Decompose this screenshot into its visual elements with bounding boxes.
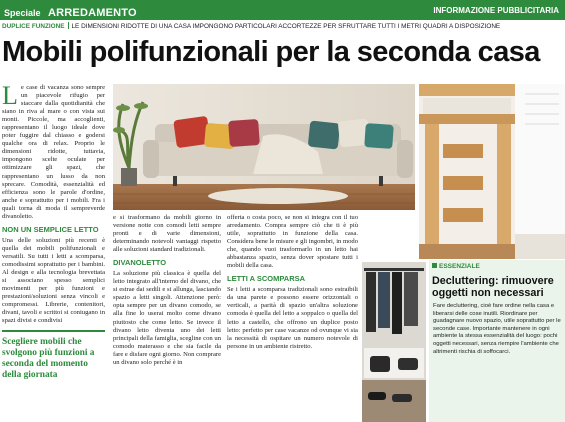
kicker — [2, 22, 562, 32]
drop-cap: L — [2, 84, 18, 110]
article-paragraph-intro: e case di vacanza sono sempre un piacevole rifugio per staccare dalla quotidianità che siano in riva al mare o con vista sui monti. Piccole, ma accoglienti, rappresentano il luogo ideale dove poter fuggire dal chiasso e godersi qualche ora di relax. Proprio le dimensioni ridotte, tuttavia, impongono scelte oculate per ottimizzare gli spazi, che rappresentano un lusso da non sprecare. Comodità, essenzialità ed efficienza sono le parole d'ordine, anche e soprattutto per i mobili. Fra i quali torna di moda il sempreverde divanoletto. — [2, 84, 105, 220]
speciale-label: Speciale — [4, 8, 41, 18]
sidebar-text: Fare decluttering, cioè fare ordine nella casa e liberarsi delle cose inutili. Riordinare per guadagnare nuovo spazio, utile soprattutto per le seconde case. Importante mantenere in ogni ambiente la stessa essenzialità del luogo: pochi oggetti necessari, senza riempire l'ambiente che altrimenti rischia di soffocarci. — [433, 303, 561, 355]
wardrobe-photo — [362, 262, 426, 422]
category-label: ARREDAMENTO — [47, 7, 137, 19]
article-column-2 — [113, 214, 221, 422]
article-paragraph: Una delle soluzioni più recenti è quella dei mobili polifunzionali e versatili. Su tutti i letti a scomparsa, comodissimi soprattutto per i bambini. Al design e alla tecnologia brevettata si associano spesso semplici movimenti per più funzioni e prestazioni/soluzioni senza vincoli e compromessi. Librerie, contenitori, divani, tavoli e scrittoi si coniugano in spazi divisi e condivisi — [2, 236, 105, 325]
loft-bed-photo — [419, 84, 565, 259]
advertorial-label: INFORMAZIONE PUBBLICITARIA — [433, 6, 559, 15]
article-paragraph: e si trasformano da mobili giorno in versione notte con comodi letti sempre pronti e di varie dimensioni, determinando notevoli vantaggi rispetto alle soluzioni standard tradizionali. — [113, 214, 221, 254]
square-bullet-icon — [432, 263, 437, 268]
kicker-divider — [68, 22, 69, 29]
sofa-photo — [113, 84, 415, 210]
article-paragraph: offerta o costa poco, se non si integra con il tuo arredamento. Compra sempre ciò che ti è più utile, soprattutto in funzione della casa. Considera bene le misure e gli ingombri, in modo che, quando vuoi trasformarlo in un letto hai abbastanza spazio, senza dover spostare tutti i mobili della casa. — [227, 214, 358, 270]
kicker-tag: DUPLICE FUNZIONE — [2, 23, 65, 30]
sidebar-tag-label: ESSENZIALE — [439, 263, 480, 270]
article-column-3 — [227, 214, 358, 422]
sidebar-title: Decluttering: rimuovere oggetti non necessari — [432, 275, 554, 299]
pull-quote: Scegliere mobili che svolgono più funzioni a seconda del momento della giornata — [2, 330, 105, 381]
kicker-text: LE DIMENSIONI RIDOTTE DI UNA CASA IMPONGONO PARTICOLARI ACCORTEZZE PER SFRUTTARE TUTTI I METRI QUADRI A DISPOSIZIONE — [71, 23, 501, 30]
subhead-non-semplice-letto: NON UN SEMPLICE LETTO — [2, 224, 99, 234]
sidebar-box — [429, 260, 565, 422]
article-paragraph: La soluzione più classica è quella del letto integrato all'interno del divano, che si estrae dai sedili e si allunga, lasciando spazio a letti singoli. Attenzione però: opta sempre per un divano comodo, se alla fine lo userai molto come divano piuttosto che come letto. Se invece il divano letto diventa uno dei letti principali della famiglia, scegline con un comodo materasso e che sia facile da fare e disfare ogni giorno. Non comprare un divano solo perché è in — [113, 270, 221, 366]
article-paragraph: Se i letti a scomparsa tradizionali sono estraibili da una parete e possono essere orizzontali o verticali, a parità di spazio un'altra soluzione comoda è quella del letto a soppalco o quella del letto a castello, che offrono un duplice posto letto: perfetto per case vacanze od ovunque vi sia la necessità di ospitare un numero notevole di persone in un ambiente ristretto. — [227, 286, 358, 350]
section-header-bar — [0, 0, 565, 20]
headline: Mobili polifunzionali per la seconda casa — [2, 36, 540, 68]
subhead-letti-a-scomparsa: LETTI A SCOMPARSA — [227, 274, 306, 284]
subhead-divanoletto: DIVANOLETTO — [113, 258, 167, 268]
sidebar-tag — [432, 263, 480, 270]
section-label — [4, 3, 137, 21]
article-column-1 — [2, 84, 105, 328]
